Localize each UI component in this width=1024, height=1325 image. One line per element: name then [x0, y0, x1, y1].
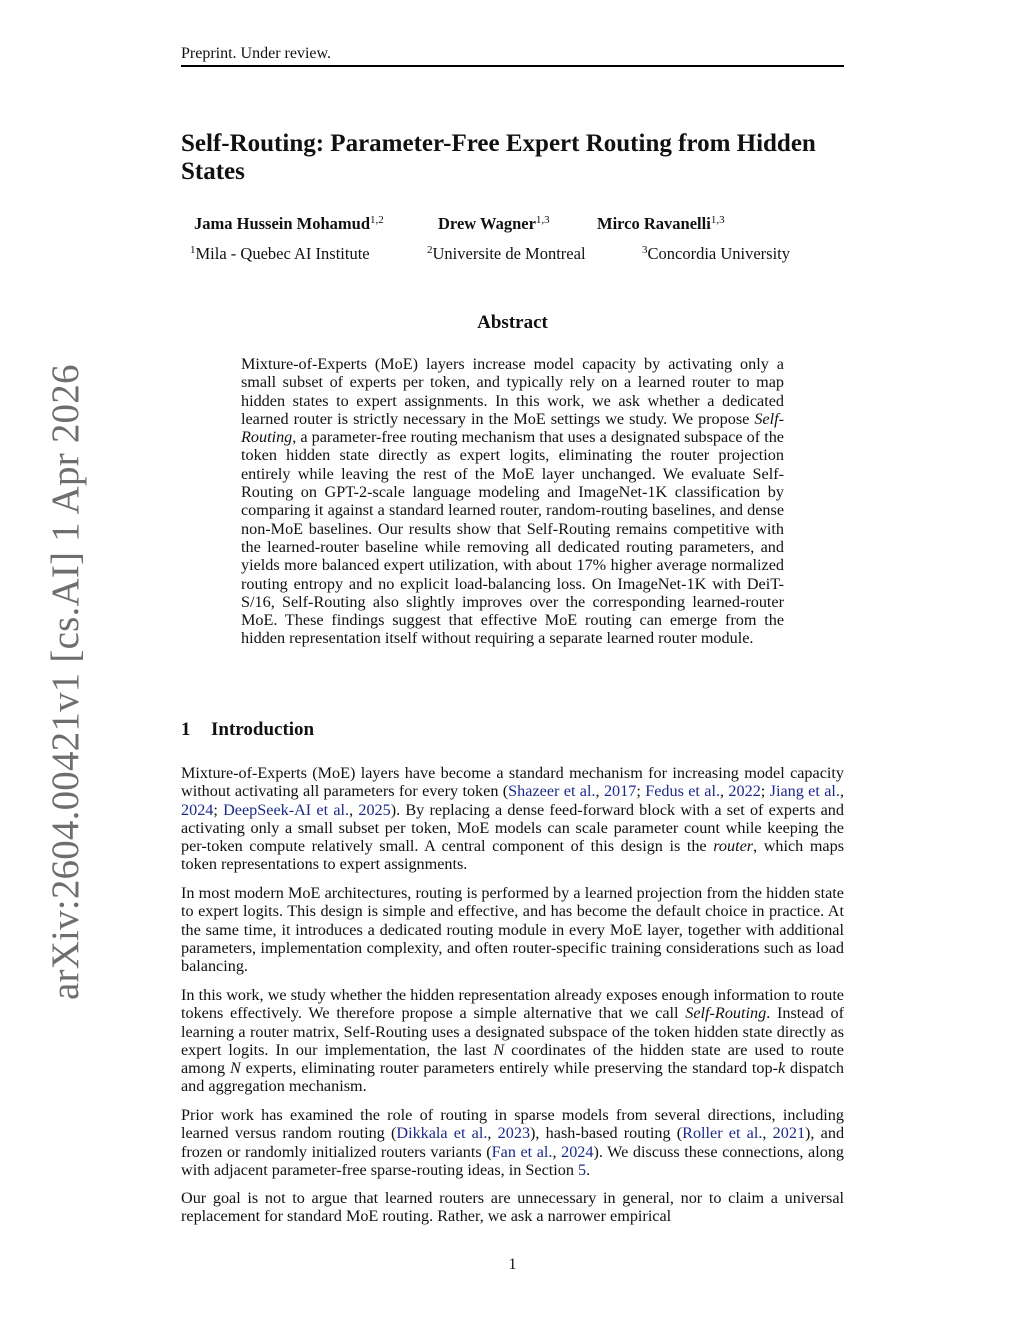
citation-link[interactable]: Roller et al.	[682, 1124, 763, 1143]
text-run: ,	[720, 782, 729, 801]
citation-year-link[interactable]: 2021	[772, 1124, 806, 1143]
author-1-affil-marker: 1,2	[370, 214, 384, 226]
text-run: ). By replacing a dense feed-forward block with a set of experts and activating only a small subset per token, MoE models can scale parameter count while keeping the per-token compute relatively small. A central component of this design is the	[181, 800, 844, 856]
author-3-name: Mirco Ravanelli	[597, 214, 711, 233]
affiliation-1-name: Mila - Quebec AI Institute	[195, 244, 370, 263]
abstract-text-1: Mixture-of-Experts (MoE) layers increase model capacity by activating only a small subset of experts per token, and typically rely on a learned router to map hidden states to expert assignments. In this work, we ask whether a dedicated learned router is strictly necessary in the MoE settings we study. We propose	[241, 355, 784, 428]
text-run: coordinates of the hidden state are used to route among	[181, 1040, 844, 1078]
text-run: ), hash-based routing (	[530, 1124, 683, 1143]
abstract-body	[241, 355, 784, 648]
affiliation-2	[427, 244, 586, 264]
running-head: Preprint. Under review.	[181, 45, 332, 62]
citation-link[interactable]: Dikkala et al.	[396, 1124, 488, 1143]
author-2	[438, 214, 550, 234]
section-heading-introduction	[181, 719, 844, 741]
affiliation-1	[190, 244, 370, 264]
text-run: dispatch and aggregation mechanism.	[181, 1059, 844, 1096]
citation-authors: Shazeer et al.	[508, 782, 596, 801]
affiliation-list	[190, 244, 850, 268]
citation-year-link[interactable]: 2022	[728, 782, 761, 801]
citation-link[interactable]: Fan et al.	[491, 1142, 553, 1161]
text-run: In this work, we study whether the hidden representation already exposes enough information to route tokens effectively. We therefore propose a simple alternative that we call	[181, 986, 844, 1023]
author-3-affil-marker: 1,3	[710, 214, 725, 226]
math-variable: k	[778, 1059, 786, 1078]
author-list	[194, 214, 844, 238]
affiliation-3-marker: 3	[642, 244, 648, 256]
text-run: Mixture-of-Experts (MoE) layers have become a standard mechanism for increasing model capacity without activating all parameters for every token (	[181, 764, 844, 801]
page-number: 1	[508, 1256, 517, 1273]
intro-paragraph-2: In most modern MoE architectures, routing is performed by a learned projection from the hidden state to expert logits. This design is simple and effective, and has become the default choice in practice. At the same time, it introduces a dedicated routing module in every MoE layer, together with additional parameters, implementation complexity, and often router-specific training considerations such as load balancing.	[181, 884, 844, 976]
text-run: ,	[349, 800, 359, 819]
citation-link[interactable]: Fedus et al.	[645, 782, 720, 801]
affiliation-1-marker: 1	[190, 244, 196, 256]
author-2-affil-marker: 1,3	[535, 214, 550, 226]
abstract-term: Self-Routing	[241, 409, 784, 447]
emphasis-term: Self-Routing	[685, 1004, 767, 1023]
citation-link[interactable]: Jiang et al.	[769, 782, 840, 801]
text-run: ;	[213, 800, 224, 819]
math-variable: N	[229, 1059, 241, 1078]
text-run: ,	[487, 1124, 498, 1143]
paper-title: Self-Routing: Parameter-Free Expert Routing from Hidden States	[181, 130, 816, 185]
affiliation-3-name: Concordia University	[647, 244, 791, 263]
section-title: Introduction	[211, 719, 315, 740]
author-3	[597, 214, 725, 234]
intro-paragraph-3	[181, 986, 844, 1096]
text-run: .	[586, 1160, 591, 1179]
emphasis-term: router	[713, 837, 754, 856]
affiliation-3	[642, 244, 790, 264]
intro-paragraph-4	[181, 1106, 844, 1179]
citation-link[interactable]: DeepSeek-AI et al.	[223, 800, 350, 819]
citation-year-link[interactable]: 2024	[181, 800, 214, 819]
text-run: , which maps token representations to expert assignments.	[181, 837, 844, 874]
text-run: experts, eliminating router parameters entirely while preserving the standard top-	[240, 1059, 778, 1078]
citation-year-link[interactable]: 2025	[358, 800, 391, 819]
text-run: Prior work has examined the role of routing in sparse models from several directions, including learned versus random routing (	[181, 1106, 844, 1143]
citation-year-link[interactable]: 2024	[561, 1142, 594, 1161]
intro-paragraph-5: Our goal is not to argue that learned routers are unnecessary in general, nor to claim a universal replacement for standard MoE routing. Rather, we ask a narrower empirical	[181, 1189, 844, 1226]
citation-year-link[interactable]: 2017	[603, 782, 637, 801]
section-reference-link[interactable]: 5	[578, 1160, 587, 1179]
section-number: 1	[181, 719, 191, 740]
text-run: ), and frozen or randomly initialized routers variants (	[181, 1124, 845, 1161]
affiliation-2-marker: 2	[427, 244, 433, 256]
header-rule	[181, 65, 844, 67]
text-run: ). We discuss these connections, along with adjacent parameter-free sparse-routing ideas, in Section	[181, 1142, 845, 1179]
abstract-heading: Abstract	[477, 312, 548, 333]
text-run: ,	[762, 1124, 773, 1143]
text-run: ;	[760, 782, 770, 801]
affiliation-2-name: Universite de Montreal	[432, 244, 586, 263]
arxiv-identifier-stamp: arXiv:2604.00421v1 [cs.AI] 1 Apr 2026	[44, 364, 87, 1000]
citation-year-link[interactable]: 2023	[497, 1124, 531, 1143]
text-run: ,	[839, 782, 845, 801]
author-1	[194, 214, 384, 234]
text-run: ,	[595, 782, 604, 801]
citation-link[interactable]	[508, 782, 595, 800]
text-run: ,	[552, 1142, 562, 1161]
text-run: ;	[636, 782, 646, 801]
abstract-text-2: , a parameter-free routing mechanism that uses a designated subspace of the token hidden state directly as expert logits, eliminating the router projection entirely while leaving the rest of the MoE layer unchanged. We evaluate Self-Routing on GPT-2-scale language modeling and ImageNet-1K classification by comparing it against a standard learned router, random-routing baselines, and dense non-MoE baselines. Our results show that Self-Routing remains competitive with the learned-router baseline while removing all dedicated routing parameters, and yields more balanced expert utilization, with about 17% higher average normalized routing entropy and no explicit load-balancing loss. On ImageNet-1K with DeiT-S/16, Self-Routing also slightly improves over the corresponding learned-router MoE. These findings suggest that effective MoE routing can emerge from the hidden representation itself without requiring a separate learned router module.	[241, 428, 784, 648]
text-run: . Instead of learning a router matrix, Self-Routing uses a designated subspace of the token hidden state directly as expert logits. In our implementation, the last	[181, 1004, 844, 1059]
intro-paragraph-1	[181, 764, 844, 874]
author-1-name: Jama Hussein Mohamud	[194, 214, 371, 233]
math-variable: N	[493, 1040, 505, 1059]
author-2-name: Drew Wagner	[438, 214, 536, 233]
